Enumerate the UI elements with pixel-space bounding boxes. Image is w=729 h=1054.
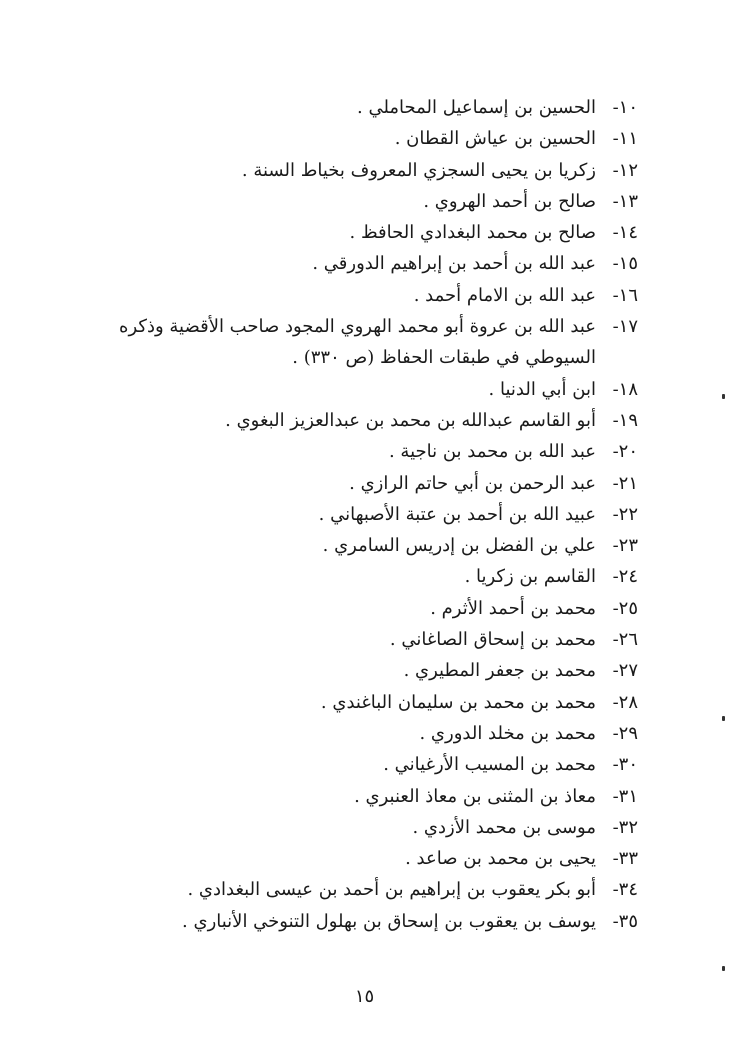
item-number: ١٦- bbox=[612, 284, 638, 306]
item-text: محمد بن مخلد الدوري . bbox=[419, 722, 596, 744]
list-item bbox=[78, 718, 638, 749]
item-number: ٣٢- bbox=[612, 816, 638, 838]
list-item bbox=[78, 374, 638, 405]
list-item bbox=[78, 436, 638, 467]
item-text: عبيد الله بن أحمد بن عتبة الأصبهاني . bbox=[318, 503, 596, 525]
item-text: أبو القاسم عبدالله بن محمد بن عبدالعزيز البغوي . bbox=[225, 409, 596, 431]
item-number: ٢٢- bbox=[612, 503, 638, 525]
item-text: محمد بن محمد بن سليمان الباغندي . bbox=[320, 691, 596, 713]
item-number: ٢٥- bbox=[612, 597, 638, 619]
item-number: ١٢- bbox=[612, 159, 638, 181]
item-number: ١١- bbox=[612, 128, 638, 150]
narrators-list bbox=[78, 92, 638, 937]
item-number: ٢٦- bbox=[612, 629, 638, 651]
item-text: معاذ بن المثنى بن معاذ العنبري . bbox=[354, 785, 596, 807]
item-text: عبد الله بن عروة أبو محمد الهروي المجود صاحب الأقضية وذكره السيوطي في طبقات الحفاظ (ص ٣٣٠) . bbox=[119, 316, 596, 369]
item-number: ١٥- bbox=[612, 253, 638, 275]
item-text: موسى بن محمد الأزدي . bbox=[412, 816, 596, 838]
item-text: محمد بن إسحاق الصاغاني . bbox=[389, 629, 596, 651]
scan-speck bbox=[722, 966, 725, 971]
list-item bbox=[78, 874, 638, 905]
item-number: ١٩- bbox=[612, 409, 638, 431]
item-number: ٣٠- bbox=[612, 754, 638, 776]
list-item bbox=[78, 749, 638, 780]
item-text: محمد بن جعفر المطيري . bbox=[403, 660, 596, 682]
item-number: ٢٩- bbox=[612, 722, 638, 744]
item-text: الحسين بن عياش القطان . bbox=[394, 128, 596, 150]
list-item bbox=[78, 186, 638, 217]
list-item bbox=[78, 155, 638, 186]
item-number: ٢١- bbox=[612, 472, 638, 494]
list-item bbox=[78, 248, 638, 279]
item-text: عبد الله بن أحمد بن إبراهيم الدورقي . bbox=[312, 253, 596, 275]
list-item bbox=[78, 92, 638, 123]
item-text: عبد الرحمن بن أبي حاتم الرازي . bbox=[349, 472, 596, 494]
list-item bbox=[78, 687, 638, 718]
item-text: عبد الله بن محمد بن ناجية . bbox=[388, 441, 596, 463]
item-number: ٣١- bbox=[612, 785, 638, 807]
item-number: ١٣- bbox=[612, 190, 638, 212]
item-text: الحسين بن إسماعيل المحاملي . bbox=[357, 97, 596, 118]
item-number: ٣٥- bbox=[612, 910, 638, 932]
item-text: محمد بن المسيب الأرغياني . bbox=[383, 754, 596, 776]
item-number: ١٠- bbox=[612, 97, 638, 118]
item-number: ١٧- bbox=[612, 316, 638, 338]
list-item bbox=[78, 217, 638, 248]
item-number: ١٤- bbox=[612, 222, 638, 244]
item-text: علي بن الفضل بن إدريس السامري . bbox=[322, 535, 596, 557]
list-item bbox=[78, 561, 638, 592]
list-item bbox=[78, 311, 638, 374]
item-number: ٢٨- bbox=[612, 691, 638, 713]
list-item bbox=[78, 468, 638, 499]
item-text: صالح بن محمد البغدادي الحافظ . bbox=[349, 222, 596, 244]
list-item bbox=[78, 123, 638, 154]
list-item bbox=[78, 280, 638, 311]
item-text: عبد الله بن الامام أحمد . bbox=[413, 284, 596, 306]
item-number: ٢٤- bbox=[612, 566, 638, 588]
item-number: ٢٠- bbox=[612, 441, 638, 463]
item-text: صالح بن أحمد الهروي . bbox=[423, 190, 596, 212]
item-text: يوسف بن يعقوب بن إسحاق بن بهلول التنوخي الأنباري . bbox=[182, 910, 596, 932]
list-item bbox=[78, 843, 638, 874]
item-number: ١٨- bbox=[612, 378, 638, 400]
list-item bbox=[78, 530, 638, 561]
list-item bbox=[78, 405, 638, 436]
item-text: زكريا بن يحيى السجزي المعروف بخياط السنة . bbox=[241, 159, 596, 181]
list-item bbox=[78, 812, 638, 843]
item-text: أبو بكر يعقوب بن إبراهيم بن أحمد بن عيسى البغدادي . bbox=[187, 879, 596, 901]
scan-speck bbox=[722, 716, 725, 721]
item-text: القاسم بن زكريا . bbox=[464, 566, 596, 588]
scan-speck bbox=[722, 394, 725, 399]
list-item bbox=[78, 906, 638, 937]
item-number: ٣٣- bbox=[612, 848, 638, 870]
list-item bbox=[78, 624, 638, 655]
item-number: ٣٤- bbox=[612, 879, 638, 901]
list-item bbox=[78, 593, 638, 624]
item-text: ابن أبي الدنيا . bbox=[488, 378, 596, 400]
item-number: ٢٣- bbox=[612, 535, 638, 557]
page-number: ١٥ bbox=[354, 986, 375, 1007]
list-item bbox=[78, 499, 638, 530]
item-text: محمد بن أحمد الأثرم . bbox=[430, 597, 596, 619]
list-item bbox=[78, 655, 638, 686]
item-text: يحيى بن محمد بن صاعد . bbox=[405, 848, 596, 870]
item-number: ٢٧- bbox=[612, 660, 638, 682]
list-item bbox=[78, 781, 638, 812]
